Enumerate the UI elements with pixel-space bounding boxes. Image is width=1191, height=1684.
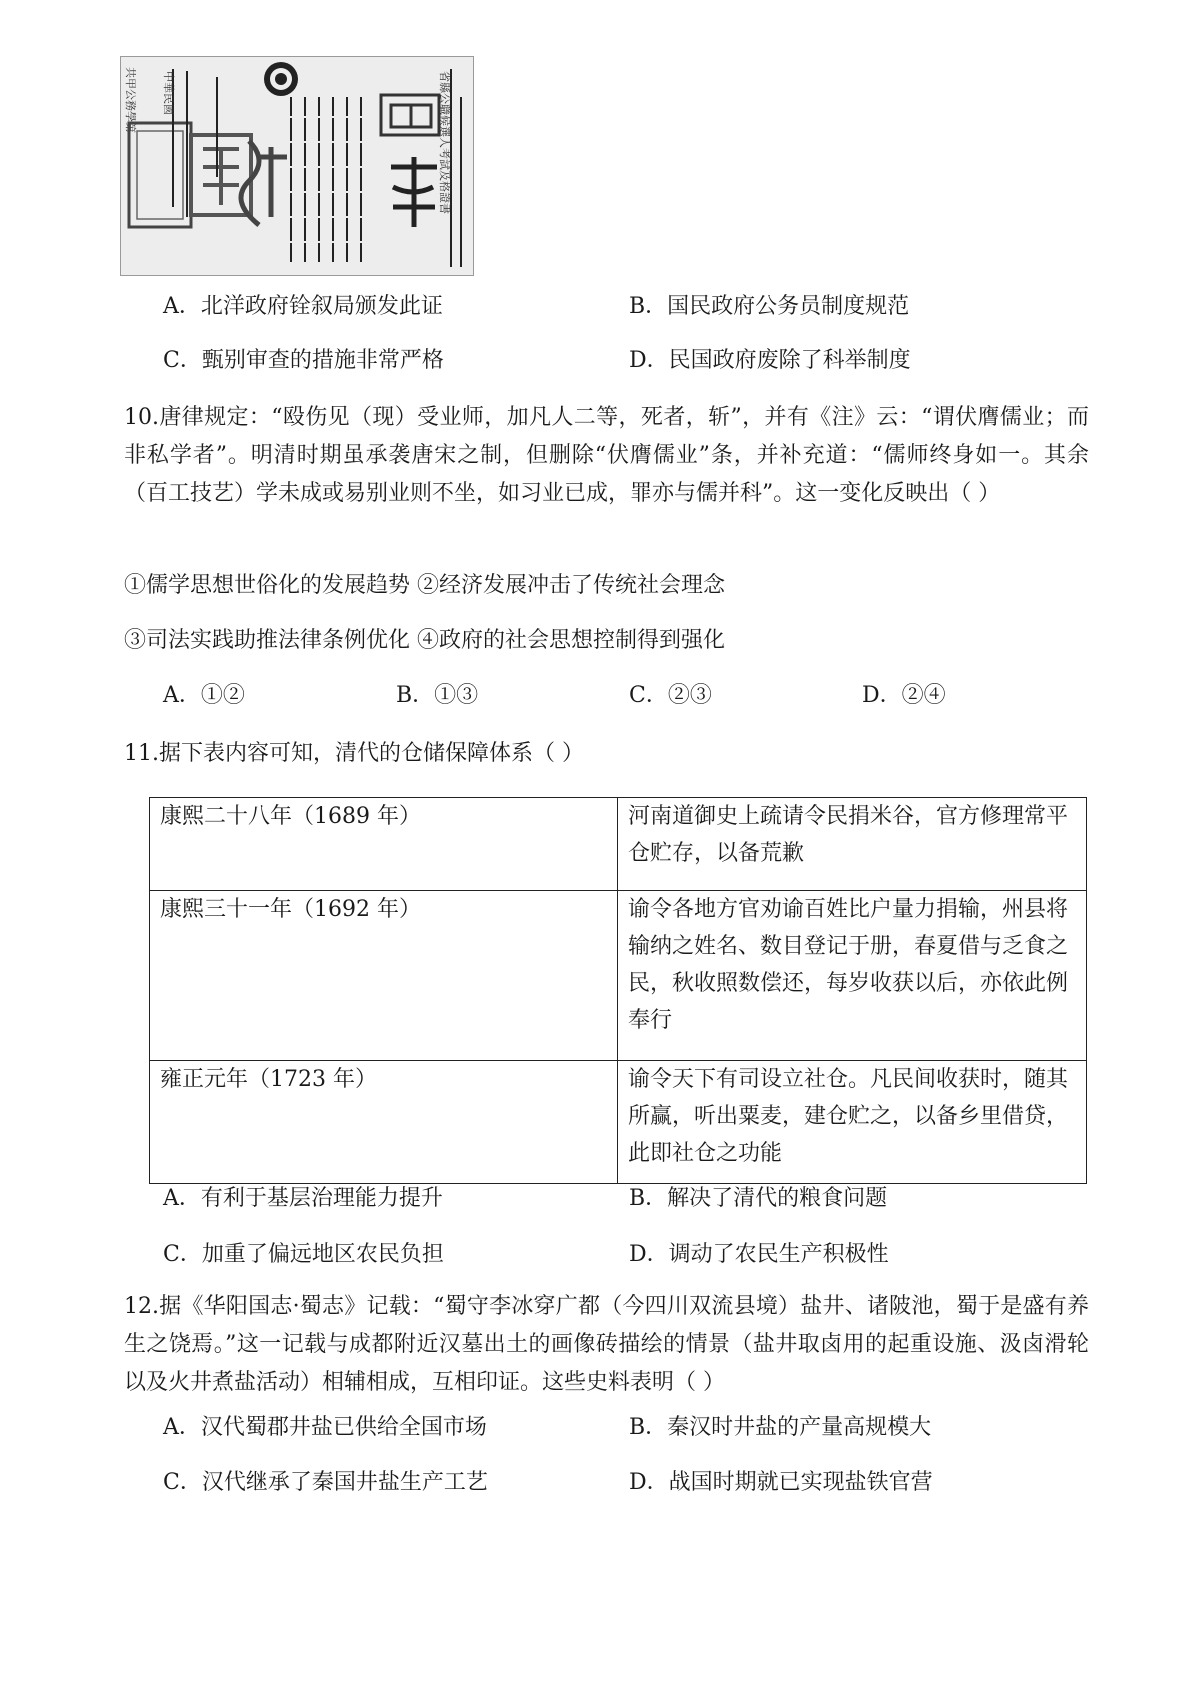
q10-statement-line-2: ③司法实践助推法律条例优化 ④政府的社会思想控制得到强化 [124,628,725,653]
q10-option-d[interactable]: D．②④ [862,683,946,708]
table-cell-event: 谕令各地方官劝谕百姓比户量力捐输，州县将输纳之姓名、数目登记于册，春夏借与乏食之民，秋收照数偿还，每岁收获以后，亦依此例奉行 [618,891,1087,1061]
cert-text-title: 省縣公職候選人考試及格證書 [438,71,451,214]
q12-options-row-2 [163,1468,1083,1498]
table-cell-event: 河南道御史上疏请令民捐米谷，官方修理常平仓贮存，以备荒歉 [618,798,1087,891]
q9-option-b[interactable]: B．国民政府公务员制度规范 [629,294,910,319]
q10-option-c[interactable]: C．②③ [629,683,712,708]
cert-text-left: 共甲公務學第 [124,67,137,133]
q9-option-c[interactable]: C．甄别审查的措施非常严格 [163,348,444,373]
q12-option-b[interactable]: B．秦汉时井盐的产量高规模大 [629,1415,932,1440]
cert-text-republic: 中華民國 [162,71,175,115]
q12-option-d[interactable]: D．战国时期就已实现盐铁官营 [629,1470,933,1495]
table-row [150,1061,1087,1184]
table-row [150,891,1087,1061]
q12-option-c[interactable]: C．汉代继承了秦国井盐生产工艺 [163,1470,488,1495]
table-cell-date: 雍正元年（1723 年） [150,1061,618,1184]
q11-options-row-1 [163,1184,1083,1214]
certificate-drawing [121,57,473,275]
q11-option-a[interactable]: A．有利于基层治理能力提升 [163,1186,443,1211]
q9-option-a[interactable]: A．北洋政府铨叙局颁发此证 [163,294,443,319]
q11-option-b[interactable]: B．解决了清代的粮食问题 [629,1186,888,1211]
q10-option-a[interactable]: A．①② [163,683,245,708]
q11-option-c[interactable]: C．加重了偏远地区农民负担 [163,1242,444,1267]
q11-stem: 11.据下表内容可知，清代的仓储保障体系（ ） [124,741,584,766]
q12-options-row-1 [163,1413,1083,1443]
table-cell-event: 谕令天下有司设立社仓。凡民间收获时，随其所赢，听出粟麦，建仓贮之，以备乡里借贷，此即社仓之功能 [618,1061,1087,1184]
table-cell-date: 康熙二十八年（1689 年） [150,798,618,891]
q10-statement-line-1: ①儒学思想世俗化的发展趋势 ②经济发展冲击了传统社会理念 [124,573,725,598]
certificate-image [120,56,474,276]
q11-table [149,797,1087,1184]
q10-options-row [163,681,1083,711]
q9-option-d[interactable]: D．民国政府废除了科举制度 [629,348,911,373]
q12-option-a[interactable]: A．汉代蜀郡井盐已供给全国市场 [163,1415,487,1440]
q11-options-row-2 [163,1240,1083,1270]
table-cell-date: 康熙三十一年（1692 年） [150,891,618,1061]
q9-options-row-2 [163,346,1083,376]
q12-stem: 12.据《华阳国志·蜀志》记载：“蜀守李冰穿广都（今四川双流县境）盐井、诸陂池，蜀于是盛有养生之饶焉。”这一记载与成都附近汉墓出土的画像砖描绘的情景（盐井取卤用的起重设施、汲卤滑轮以及火井煮盐活动）相辅相成，互相印证。这些史料表明（ ） [124,1294,1089,1395]
q11-option-d[interactable]: D．调动了农民生产积极性 [629,1242,889,1267]
q9-options-row-1 [163,292,1083,322]
q10-stem: 10.唐律规定：“殴伤见（现）受业师，加凡人二等，死者，斩”，并有《注》云：“谓伏膺儒业；而非私学者”。明清时期虽承袭唐宋之制，但删除“伏膺儒业”条，并补充道：“儒师终身如一。其余（百工技艺）学未成或易别业则不坐，如习业已成，罪亦与儒并科”。这一变化反映出（ ） [124,405,1089,506]
q10-option-b[interactable]: B．①③ [396,683,479,708]
table-row [150,798,1087,891]
